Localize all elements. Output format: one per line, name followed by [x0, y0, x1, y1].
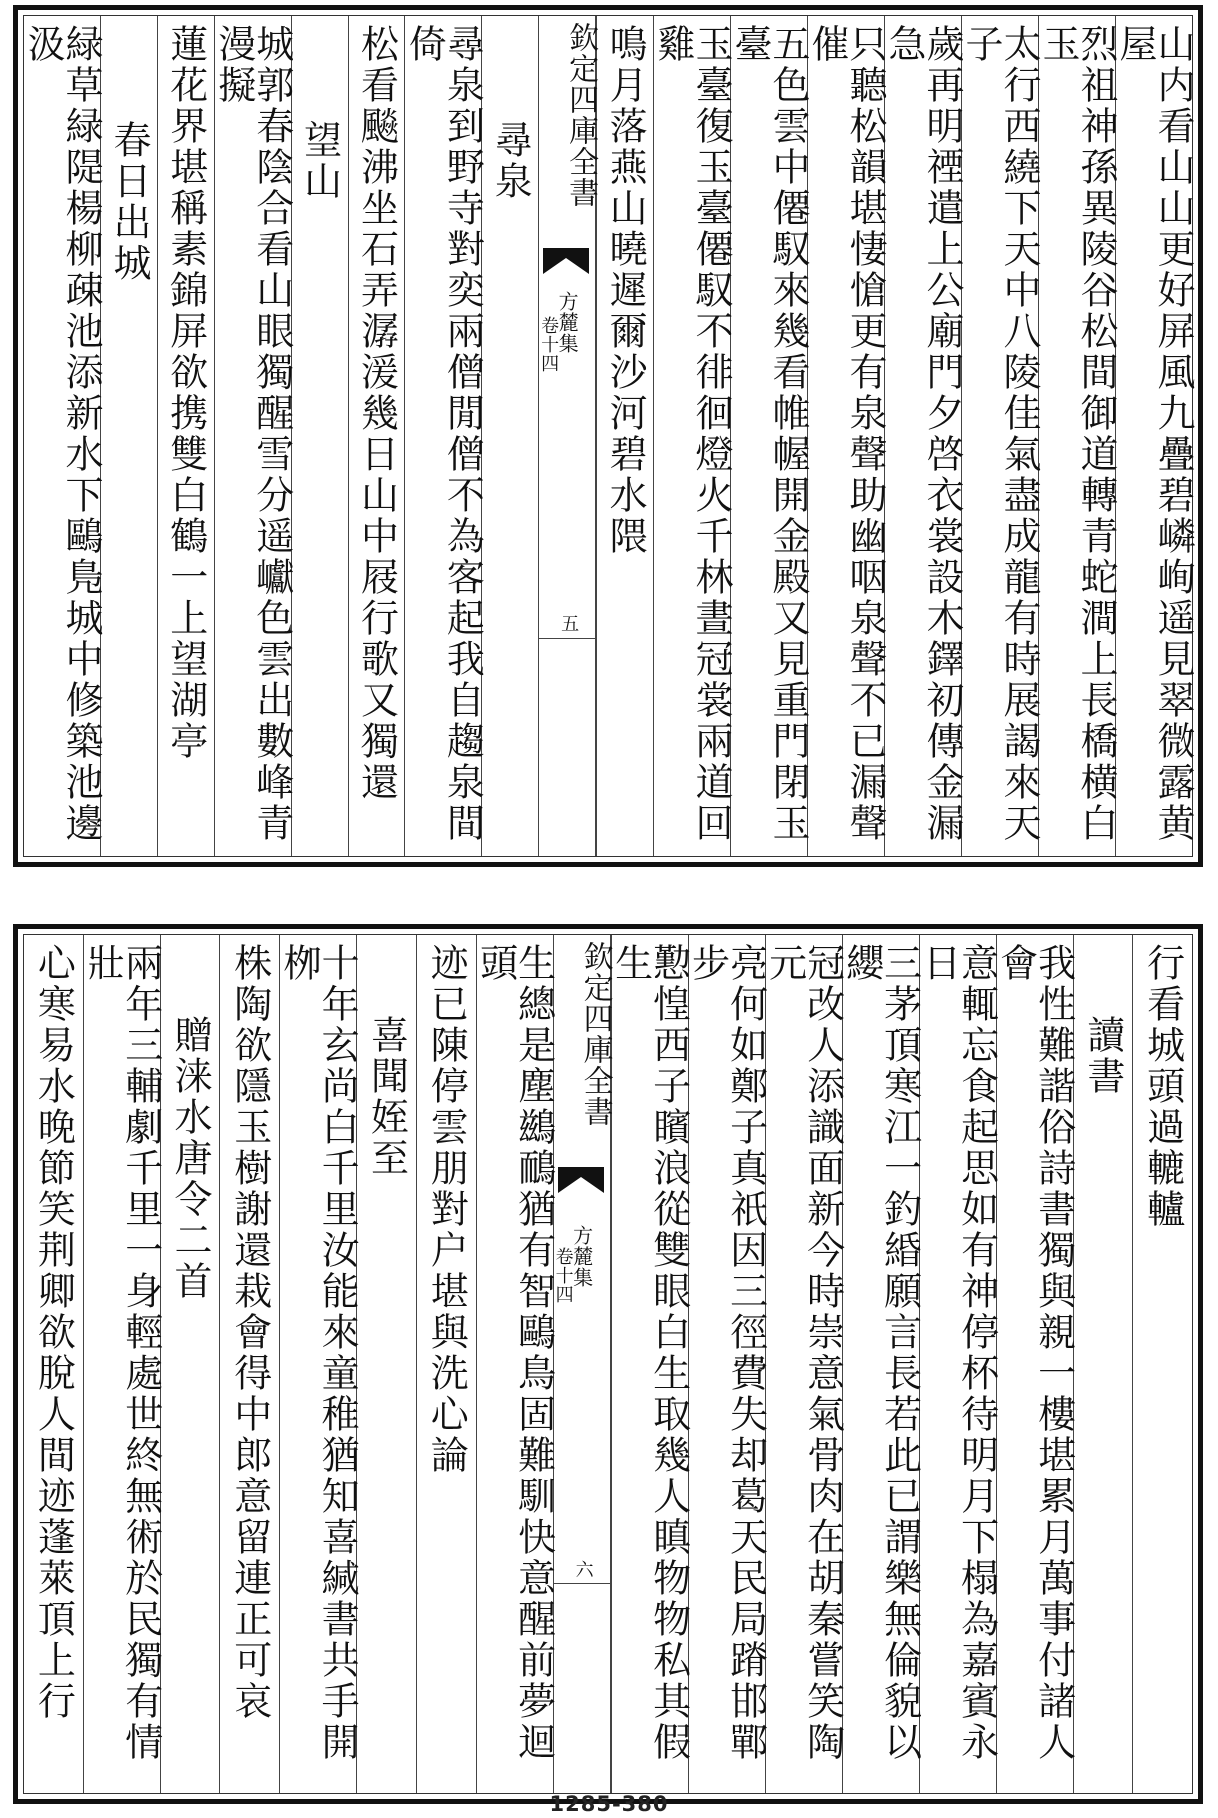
fish-tail-mark-icon — [558, 1167, 604, 1193]
text-column: 太行西繞下天中八陵佳氣盡成龍有時展謁來天子 — [961, 16, 1038, 856]
text-column: 生總是塵鷀鴯猶有智鷗鳥固難馴快意醒前夢迴頭 — [476, 935, 553, 1793]
top-book-page — [13, 5, 1203, 867]
spine-collection-name: 方麓集 — [569, 1225, 594, 1288]
spine-folio-number: 五 — [558, 614, 580, 633]
text-column: 意輒忘食起思如有神停杯待明月下榻為嘉賓永日 — [919, 935, 996, 1793]
center-spine — [553, 935, 611, 1793]
text-column: 懃惶西子矉浪從雙眼白生取幾人瞋物物私其假生 — [611, 935, 688, 1793]
spine-folio-number: 六 — [572, 1560, 594, 1579]
spine-juan-number: 卷十四 — [552, 1247, 574, 1304]
text-column: 十年玄尚白千里汝能來童稚猶知喜緘書共手開栁 — [279, 935, 356, 1793]
bottom-book-page — [13, 924, 1203, 1804]
spine-book-title: 欽定四庫全書 — [577, 941, 613, 1127]
text-column: 心寒易水晚節笑荆卿欲脫人間迹蓬萊頂上行 — [31, 943, 76, 1722]
text-column: 兩年三輔劇千里一身輕處世終無術於民獨有情壯 — [83, 935, 160, 1793]
text-column: 歲再明禋遣上公廟門夕啓衣裳設木鐸初傳金漏急 — [884, 16, 961, 856]
text-column: 城郭春陰合看山眼獨醒雪分遥巘色雲出數峰青漫擬 — [214, 16, 291, 856]
top-page-frame — [23, 15, 1193, 857]
text-column: 行看城頭過轆轤 — [1132, 935, 1192, 1793]
section-title: 春日出城 — [100, 16, 157, 856]
bottom-page-frame — [23, 934, 1193, 1794]
text-column: 松看飈沸坐石弄潺湲幾日山中屐行歌又獨還 — [348, 16, 405, 856]
section-title: 望山 — [291, 16, 348, 856]
section-title: 喜聞姪至 — [356, 935, 416, 1793]
text-column: 株陶欲隱玉樹謝還栽會得中郎意留連正可哀 — [219, 935, 279, 1793]
text-column: 緑草緑隄楊柳疎池添新水下鷗鳬城中修築池邊汲 — [21, 24, 104, 844]
text-column: 只聽松韻堪悽愴更有泉聲助幽咽泉聲不已漏聲催 — [807, 16, 884, 856]
spine-collection-name: 方麓集 — [555, 291, 580, 354]
text-column: 五色雲中僊馭來幾看帷幄開金殿又見重門閉玉臺 — [730, 16, 807, 856]
text-column: 尋泉到野寺對奕兩僧閒僧不為客起我自趨泉間倚 — [404, 16, 481, 856]
text-column: 三茅頂寒江一釣緍願言長若此已謂樂無倫貌以纓 — [842, 935, 919, 1793]
text-column: 我性難諧俗詩書獨與親一樓堪累月萬事付諸人會 — [996, 935, 1073, 1793]
spine-juan-number: 卷十四 — [538, 316, 560, 373]
fish-tail-mark-icon — [543, 248, 589, 274]
text-column: 烈祖神孫異陵谷松間御道轉青蛇澗上長橋横白玉 — [1038, 16, 1115, 856]
page-number: 1285-380 — [549, 1792, 669, 1816]
spine-divider — [554, 1583, 610, 1584]
section-title: 贈涞水唐令二首 — [160, 935, 220, 1793]
text-column: 亮何如鄭子真祇因三徑費失却葛天民局蹐邯鄲步 — [688, 935, 765, 1793]
text-column: 山内看山山更好屏風九疊碧嶙峋遥見翠微露黄屋 — [1115, 16, 1192, 856]
text-column: 冠改人添識面新今時崇意氣骨肉在胡秦嘗笑陶元 — [765, 935, 842, 1793]
section-title: 尋泉 — [481, 16, 538, 856]
text-column: 玉臺復玉臺僊馭不徘徊燈火千林晝冠裳兩道回雞 — [653, 16, 730, 856]
text-column: 迹已陳停雲朋對户堪與洗心論 — [416, 935, 476, 1793]
text-column: 鳴月落燕山曉遲爾沙河碧水隈 — [596, 16, 653, 856]
center-spine — [538, 16, 599, 856]
section-title: 讀書 — [1073, 935, 1133, 1793]
spine-divider — [539, 638, 595, 639]
spine-book-title: 欽定四庫全書 — [563, 22, 599, 208]
text-column: 蓮花界堪稱素錦屏欲携雙白鶴一上望湖亭 — [157, 16, 214, 856]
